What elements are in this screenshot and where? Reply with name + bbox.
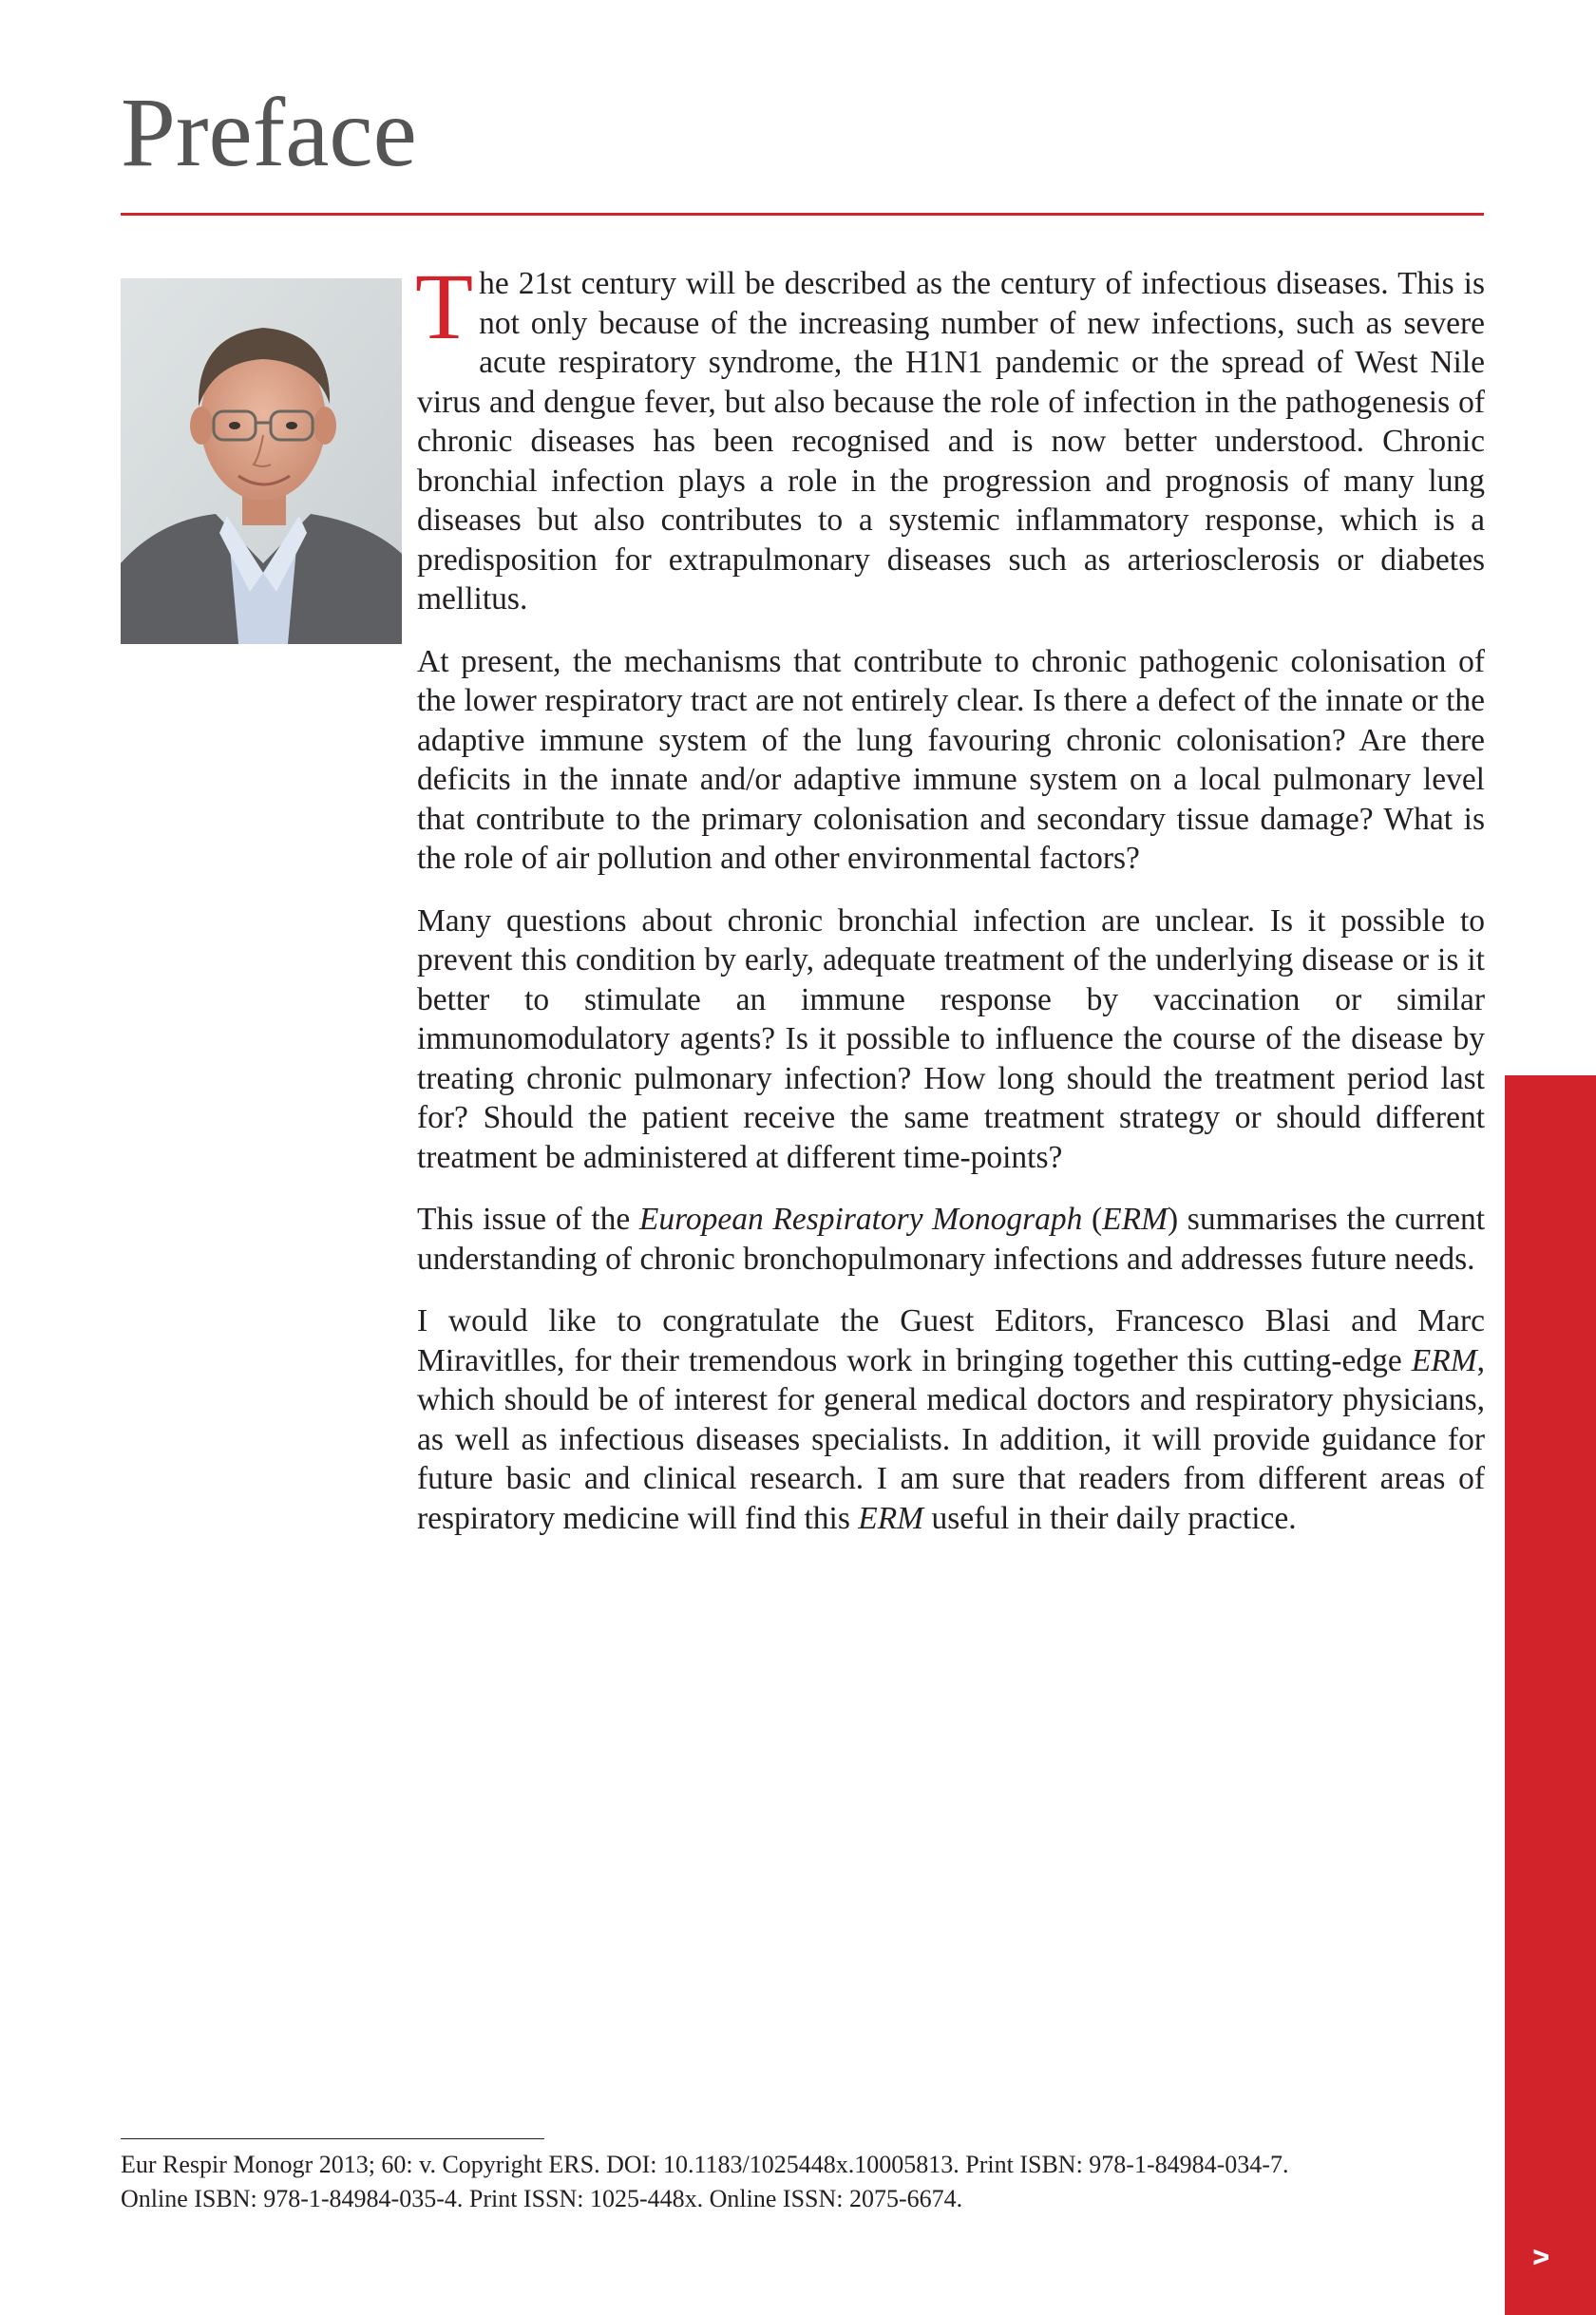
journal-abbreviation: ERM — [1411, 1342, 1477, 1378]
paragraph-2: At present, the mechanisms that contribute to chronic pathogenic colonisation of the lower respiratory tract are not entirely clear. Is there a defect of the innate or the adaptive immune system of the lung favouring chronic colonisation? Are there deficits in the innate and/or adaptive immune system on a local pulmonary level that contribute to the primary colonisation and secondary tissue damage? What is the role of air pollution and other environmental factors? — [417, 643, 1485, 876]
title-rule — [121, 213, 1484, 216]
side-tab — [1505, 1075, 1596, 2315]
journal-abbreviation: ERM — [1102, 1202, 1168, 1237]
footnote-rule — [121, 2138, 544, 2139]
paragraph-1 — [415, 254, 1485, 619]
citation-footnote — [121, 2148, 1484, 2216]
paragraph-3: Many questions about chronic bronchial infection are unclear. Is it possible to prevent this condition by early, adequate treatment of the underlying disease or is it better to stimulate an immune response by vaccination or similar immunomodulatory agents? Is it possible to influence the course of the disease by treating chronic pulmonary infection? How long should the treatment period last for? Should the patient receive the same treatment strategy or should different treatment be administered at different time-points? — [417, 902, 1485, 1175]
drop-cap: T — [415, 254, 474, 359]
paragraph-4-text-b: ( — [1082, 1202, 1103, 1237]
paragraph-1-text: he 21st century will be described as the century of infectious diseases. This is not only because of the increasing number of new infections, such as severe acute respiratory syndrome, the H1N1 pandemic or the spread of West Nile virus and dengue fever, but also because the role of infection in the pathogenesis of chronic diseases has been recognised and is now better understood. Chronic bronchial infection plays a role in the progression and prognosis of many lung diseases but also contributes to a systemic inflammatory response, which is a predisposition for extrapulmonary diseases such as arteriosclerosis or diabetes mellitus. — [417, 266, 1485, 617]
paragraph-5 — [417, 1301, 1485, 1538]
preface-body — [415, 254, 1486, 1538]
paragraph-4 — [417, 1200, 1485, 1279]
paragraph-5-text-b: , which should be of interest for general medical doctors and respiratory physicians, as well as infectious diseases specialists. In addition, it will provide guidance for future basic and clinical research. I am sure that readers from different areas of respiratory medicine will find this — [417, 1342, 1485, 1536]
paragraph-5-text-a: I would like to congratulate the Guest Editors, Francesco Blasi and Marc Miravitlles, for their tremendous work in bringing together this cutting-edge — [417, 1303, 1485, 1378]
journal-title: European Respiratory Monograph — [638, 1202, 1083, 1237]
footnote-line-2: Online ISBN: 978-1-84984-035-4. Print ISSN: 1025-448x. Online ISSN: 2075-6674. — [121, 2185, 963, 2212]
page-number-tab-label: v — [1524, 2249, 1555, 2266]
paragraph-5-text-c: useful in their daily practice. — [923, 1500, 1297, 1536]
paragraph-4-text-a: This issue of the — [417, 1202, 639, 1237]
author-portrait — [121, 278, 402, 644]
paragraph-4-text-c: ) summarises the current understanding of chronic bronchopulmonary infections and addresses future needs. — [417, 1202, 1486, 1277]
footnote-line-1: Eur Respir Monogr 2013; 60: v. Copyright ERS. DOI: 10.1183/1025448x.10005813. Print ISBN: 978-1-84984-034-7. — [121, 2151, 1289, 2178]
page-title: Preface — [121, 78, 417, 187]
journal-abbreviation: ERM — [858, 1500, 924, 1536]
portrait-photo-icon — [121, 278, 402, 644]
